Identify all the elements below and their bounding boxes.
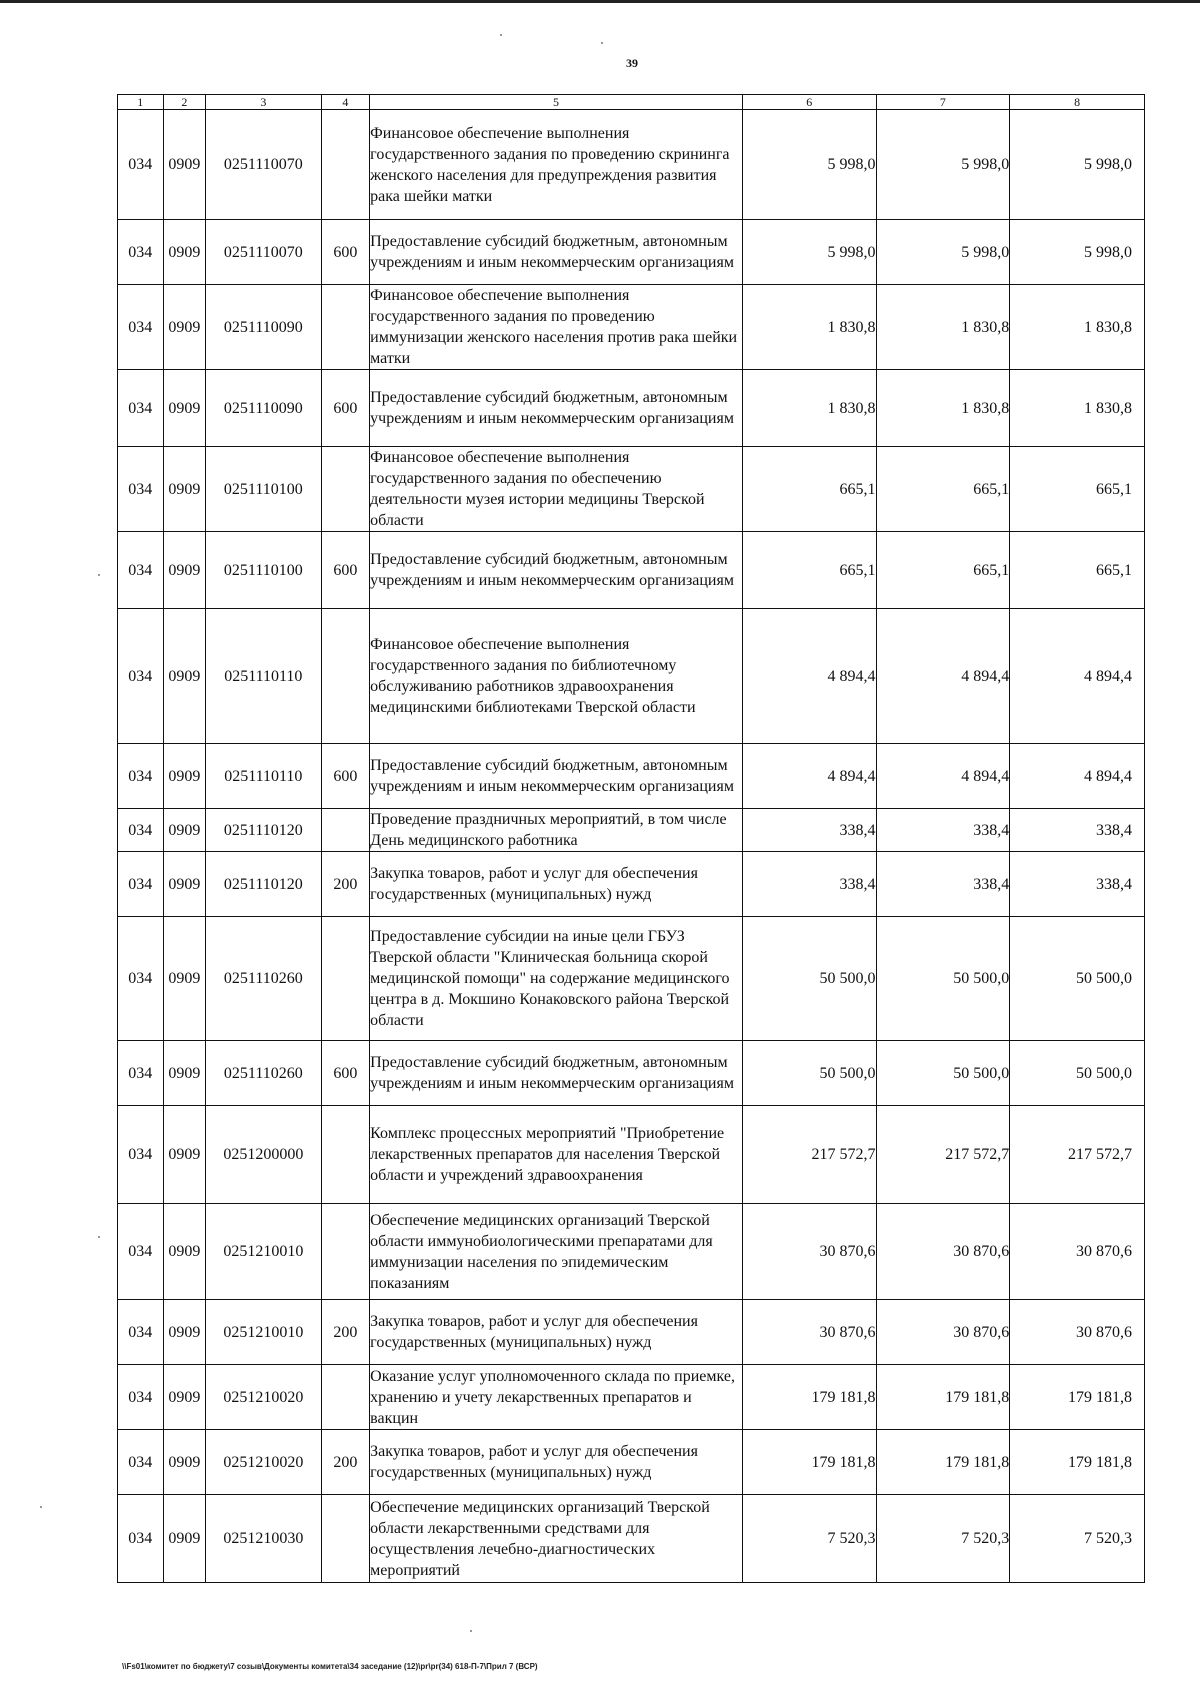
description-cell: Финансовое обеспечение выполнения государственного задания по обеспечению деятельности музея истории медицины Тверской области [370,447,743,532]
amount-col7-cell: 179 181,8 [876,1365,1010,1430]
column-header: 7 [876,95,1010,110]
amount-col7-cell: 50 500,0 [876,1041,1010,1106]
expense-type-code-cell [321,609,370,744]
target-item-code-cell: 0251110110 [206,609,321,744]
expense-type-code-cell [321,447,370,532]
expense-type-code-cell: 600 [321,1041,370,1106]
description-cell: Предоставление субсидий бюджетным, автономным учреждениям и иным некоммерческим организациям [370,532,743,609]
amount-col6-cell: 5 998,0 [742,220,876,285]
expense-type-code-cell [321,110,370,220]
section-code-cell: 0909 [163,1204,206,1300]
amount-col8-cell: 50 500,0 [1010,1041,1145,1106]
scan-speck [470,1630,472,1632]
footer-file-path: \\Fs01\комитет по бюджету\7 созыв\Документы комитета\34 заседание (12)\pr\pr(34) 618-П-7\Прил 7 (ВСР) [122,1662,538,1671]
page-number: 39 [626,56,638,70]
ministry-code-cell: 034 [118,447,164,532]
amount-col7-cell: 338,4 [876,852,1010,917]
description-cell: Финансовое обеспечение выполнения государственного задания по проведению скрининга женского населения для предупреждения развития рака шейки матки [370,110,743,220]
section-code-cell: 0909 [163,1365,206,1430]
amount-col8-cell: 30 870,6 [1010,1204,1145,1300]
table-row [118,744,1145,809]
section-code-cell: 0909 [163,744,206,809]
column-header: 3 [206,95,321,110]
description-cell: Проведение праздничных мероприятий, в том числе День медицинского работника [370,809,743,852]
target-item-code-cell: 0251110070 [206,220,321,285]
table-row [118,1106,1145,1204]
amount-col6-cell: 665,1 [742,532,876,609]
section-code-cell: 0909 [163,447,206,532]
amount-col6-cell: 1 830,8 [742,370,876,447]
table-row [118,809,1145,852]
amount-col8-cell: 179 181,8 [1010,1365,1145,1430]
column-header-row [118,95,1145,110]
table-row [118,917,1145,1041]
description-cell: Предоставление субсидий бюджетным, автономным учреждениям и иным некоммерческим организациям [370,370,743,447]
section-code-cell: 0909 [163,110,206,220]
top-border-line [0,0,1200,3]
section-code-cell: 0909 [163,1430,206,1495]
table-row [118,852,1145,917]
ministry-code-cell: 034 [118,809,164,852]
column-header: 6 [742,95,876,110]
section-code-cell: 0909 [163,809,206,852]
scan-speck [98,1236,100,1238]
amount-col6-cell: 338,4 [742,852,876,917]
expense-type-code-cell [321,285,370,370]
amount-col8-cell: 7 520,3 [1010,1495,1145,1583]
ministry-code-cell: 034 [118,110,164,220]
description-cell: Финансовое обеспечение выполнения государственного задания по библиотечному обслуживанию работников здравоохранения медицинскими библиотеками Тверской области [370,609,743,744]
table-row [118,110,1145,220]
target-item-code-cell: 0251110260 [206,917,321,1041]
amount-col8-cell: 1 830,8 [1010,285,1145,370]
amount-col6-cell: 7 520,3 [742,1495,876,1583]
amount-col6-cell: 1 830,8 [742,285,876,370]
table-row [118,532,1145,609]
amount-col7-cell: 338,4 [876,809,1010,852]
column-header: 2 [163,95,206,110]
scan-speck [40,1506,42,1508]
description-cell: Предоставление субсидии на иные цели ГБУЗ Тверской области "Клиническая больница скорой медицинской помощи" на содержание медицинского центра в д. Мокшино Конаковского района Тверской области [370,917,743,1041]
description-cell: Обеспечение медицинских организаций Тверской области иммунобиологическими препаратами для иммунизации населения по эпидемическим показаниям [370,1204,743,1300]
ministry-code-cell: 034 [118,1041,164,1106]
amount-col7-cell: 1 830,8 [876,370,1010,447]
ministry-code-cell: 034 [118,370,164,447]
amount-col6-cell: 4 894,4 [742,744,876,809]
ministry-code-cell: 034 [118,1106,164,1204]
description-cell: Закупка товаров, работ и услуг для обеспечения государственных (муниципальных) нужд [370,1430,743,1495]
target-item-code-cell: 0251210020 [206,1365,321,1430]
table-row [118,1495,1145,1583]
amount-col8-cell: 1 830,8 [1010,370,1145,447]
ministry-code-cell: 034 [118,744,164,809]
amount-col7-cell: 30 870,6 [876,1300,1010,1365]
expense-type-code-cell: 600 [321,220,370,285]
column-header: 8 [1010,95,1145,110]
expense-type-code-cell [321,1106,370,1204]
section-code-cell: 0909 [163,1495,206,1583]
table-row [118,1204,1145,1300]
ministry-code-cell: 034 [118,609,164,744]
amount-col6-cell: 179 181,8 [742,1365,876,1430]
expense-type-code-cell [321,917,370,1041]
scan-speck [601,42,603,44]
table-body [118,110,1145,1583]
amount-col8-cell: 5 998,0 [1010,110,1145,220]
budget-table [117,94,1145,1583]
target-item-code-cell: 0251110260 [206,1041,321,1106]
expense-type-code-cell: 200 [321,852,370,917]
amount-col8-cell: 5 998,0 [1010,220,1145,285]
table-row [118,370,1145,447]
description-cell: Финансовое обеспечение выполнения государственного задания по проведению иммунизации женского населения против рака шейки матки [370,285,743,370]
amount-col7-cell: 50 500,0 [876,917,1010,1041]
target-item-code-cell: 0251110090 [206,370,321,447]
amount-col6-cell: 179 181,8 [742,1430,876,1495]
expense-type-code-cell: 600 [321,532,370,609]
amount-col8-cell: 217 572,7 [1010,1106,1145,1204]
amount-col7-cell: 5 998,0 [876,220,1010,285]
ministry-code-cell: 034 [118,1430,164,1495]
ministry-code-cell: 034 [118,917,164,1041]
table-row [118,1430,1145,1495]
amount-col8-cell: 665,1 [1010,447,1145,532]
amount-col7-cell: 1 830,8 [876,285,1010,370]
amount-col8-cell: 50 500,0 [1010,917,1145,1041]
column-header: 1 [118,95,164,110]
amount-col7-cell: 30 870,6 [876,1204,1010,1300]
target-item-code-cell: 0251110120 [206,809,321,852]
table-row [118,447,1145,532]
amount-col6-cell: 50 500,0 [742,1041,876,1106]
section-code-cell: 0909 [163,220,206,285]
description-cell: Закупка товаров, работ и услуг для обеспечения государственных (муниципальных) нужд [370,1300,743,1365]
scan-speck [98,574,100,576]
description-cell: Предоставление субсидий бюджетным, автономным учреждениям и иным некоммерческим организациям [370,220,743,285]
table-row [118,609,1145,744]
amount-col7-cell: 7 520,3 [876,1495,1010,1583]
target-item-code-cell: 0251200000 [206,1106,321,1204]
amount-col6-cell: 338,4 [742,809,876,852]
table-row [118,285,1145,370]
ministry-code-cell: 034 [118,532,164,609]
scan-speck [500,34,502,36]
ministry-code-cell: 034 [118,1365,164,1430]
section-code-cell: 0909 [163,370,206,447]
description-cell: Обеспечение медицинских организаций Тверской области лекарственными средствами для осуществления лечебно-диагностических мероприятий [370,1495,743,1583]
target-item-code-cell: 0251110110 [206,744,321,809]
amount-col7-cell: 5 998,0 [876,110,1010,220]
target-item-code-cell: 0251110120 [206,852,321,917]
ministry-code-cell: 034 [118,1495,164,1583]
amount-col7-cell: 665,1 [876,447,1010,532]
expense-type-code-cell [321,1365,370,1430]
amount-col8-cell: 30 870,6 [1010,1300,1145,1365]
target-item-code-cell: 0251210010 [206,1300,321,1365]
section-code-cell: 0909 [163,1106,206,1204]
ministry-code-cell: 034 [118,285,164,370]
amount-col6-cell: 50 500,0 [742,917,876,1041]
section-code-cell: 0909 [163,609,206,744]
table-row [118,1041,1145,1106]
expense-type-code-cell: 600 [321,370,370,447]
ministry-code-cell: 034 [118,1204,164,1300]
amount-col8-cell: 338,4 [1010,852,1145,917]
expense-type-code-cell [321,1204,370,1300]
amount-col7-cell: 4 894,4 [876,744,1010,809]
amount-col7-cell: 665,1 [876,532,1010,609]
amount-col8-cell: 665,1 [1010,532,1145,609]
amount-col8-cell: 4 894,4 [1010,609,1145,744]
section-code-cell: 0909 [163,852,206,917]
amount-col8-cell: 4 894,4 [1010,744,1145,809]
description-cell: Предоставление субсидий бюджетным, автономным учреждениям и иным некоммерческим организациям [370,1041,743,1106]
section-code-cell: 0909 [163,1041,206,1106]
target-item-code-cell: 0251210020 [206,1430,321,1495]
description-cell: Оказание услуг уполномоченного склада по приемке, хранению и учету лекарственных препаратов и вакцин [370,1365,743,1430]
amount-col6-cell: 5 998,0 [742,110,876,220]
amount-col6-cell: 30 870,6 [742,1300,876,1365]
section-code-cell: 0909 [163,532,206,609]
ministry-code-cell: 034 [118,852,164,917]
expense-type-code-cell: 200 [321,1300,370,1365]
amount-col6-cell: 217 572,7 [742,1106,876,1204]
target-item-code-cell: 0251110100 [206,447,321,532]
target-item-code-cell: 0251110070 [206,110,321,220]
target-item-code-cell: 0251210030 [206,1495,321,1583]
column-header: 4 [321,95,370,110]
amount-col7-cell: 217 572,7 [876,1106,1010,1204]
amount-col8-cell: 338,4 [1010,809,1145,852]
amount-col6-cell: 665,1 [742,447,876,532]
description-cell: Предоставление субсидий бюджетным, автономным учреждениям и иным некоммерческим организациям [370,744,743,809]
section-code-cell: 0909 [163,917,206,1041]
target-item-code-cell: 0251210010 [206,1204,321,1300]
expense-type-code-cell: 200 [321,1430,370,1495]
target-item-code-cell: 0251110100 [206,532,321,609]
expense-type-code-cell [321,1495,370,1583]
expense-type-code-cell: 600 [321,744,370,809]
ministry-code-cell: 034 [118,1300,164,1365]
amount-col7-cell: 4 894,4 [876,609,1010,744]
description-cell: Комплекс процессных мероприятий "Приобретение лекарственных препаратов для населения Тверской области и учреждений здравоохранения [370,1106,743,1204]
amount-col6-cell: 30 870,6 [742,1204,876,1300]
expense-type-code-cell [321,809,370,852]
amount-col6-cell: 4 894,4 [742,609,876,744]
amount-col8-cell: 179 181,8 [1010,1430,1145,1495]
table-row [118,220,1145,285]
column-header: 5 [370,95,743,110]
ministry-code-cell: 034 [118,220,164,285]
section-code-cell: 0909 [163,285,206,370]
amount-col7-cell: 179 181,8 [876,1430,1010,1495]
table-row [118,1365,1145,1430]
section-code-cell: 0909 [163,1300,206,1365]
table-row [118,1300,1145,1365]
target-item-code-cell: 0251110090 [206,285,321,370]
description-cell: Закупка товаров, работ и услуг для обеспечения государственных (муниципальных) нужд [370,852,743,917]
